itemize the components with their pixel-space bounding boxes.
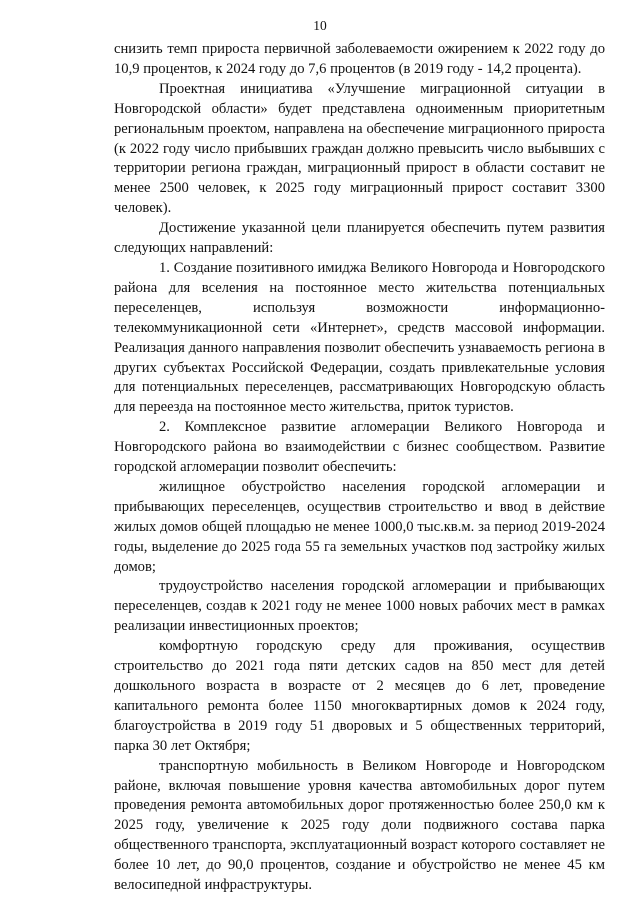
paragraph-8: комфортную городскую среду для проживания, осуществив строительство до 2021 года пяти детских садов на 850 мест для детей дошкольного возраста в возрасте от 2 месяцев до 6 лет, проведение капитального ремонта более 1150 многоквартирных домов к 2024 году, благоустройства в 2019 году 51 дворовых и 5 общественных территорий, парка 30 лет Октября;: [114, 638, 605, 754]
paragraph-4: 1. Создание позитивного имиджа Великого Новгорода и Новгородского района для вселения на постоянное место жительства потенциальных переселенцев, используя возможности информационно-телекоммуникационной сети «Интернет», средств массовой информации. Реализация данного направления позволит обеспечить узнаваемость региона в других субъектах Российской Федерации, создать привлекательные условия для потенциальных переселенцев, рассматривающих Новгородскую область для переезда на постоянное место жительства, приток туристов.: [114, 259, 605, 416]
paragraph-6: жилищное обустройство населения городской агломерации и прибывающих переселенцев, осуществив строительство и ввод в действие жилых домов общей площадью не менее 1000,0 тыс.кв.м. за период 2019-2024 годы, выделение до 2025 года 55 га земельных участков под застройку жилых домов;: [114, 478, 605, 575]
document-body: [114, 40, 605, 896]
paragraph-1: снизить темп прироста первичной заболеваемости ожирением к 2022 году до 10,9 процентов, к 2024 году до 7,6 процентов (в 2019 году - 14,2 процента).: [114, 41, 605, 77]
paragraph-9: транспортную мобильность в Великом Новгороде и Новгородском районе, включая повышение уровня качества автомобильных дорог путем проведения ремонта автомобильных дорог протяженностью более 250,0 км к 2025 году, увеличение к 2025 году доли подвижного состава парка общественного транспорта, эксплуатационный возраст которого составляет не более 10 лет, до 90,0 процентов, создание и обустройство не менее 45 км велосипедной инфраструктуры.: [114, 757, 605, 894]
paragraph-3: Достижение указанной цели планируется обеспечить путем развития следующих направлений:: [114, 220, 605, 257]
page-number: 10: [313, 18, 327, 33]
paragraph-5: 2. Комплексное развитие агломерации Великого Новгорода и Новгородского района во взаимодействии с бизнес сообществом. Развитие городской агломерации позволит обеспечить:: [114, 419, 605, 476]
paragraph-2: Проектная инициатива «Улучшение миграционной ситуации в Новгородской области» будет представлена одноименным приоритетным региональным проектом, направлена на обеспечение миграционного прироста (к 2022 году число прибывших граждан должно превысить число выбывших с территории региона граждан, миграционный прирост в области составит не менее 2500 человек, к 2025 году миграционный прирост составит 3300 человек).: [114, 80, 605, 217]
paragraph-7: трудоустройство населения городской агломерации и прибывающих переселенцев, создав к 2021 году не менее 1000 новых рабочих мест в рамках реализации инвестиционных проектов;: [114, 578, 605, 635]
